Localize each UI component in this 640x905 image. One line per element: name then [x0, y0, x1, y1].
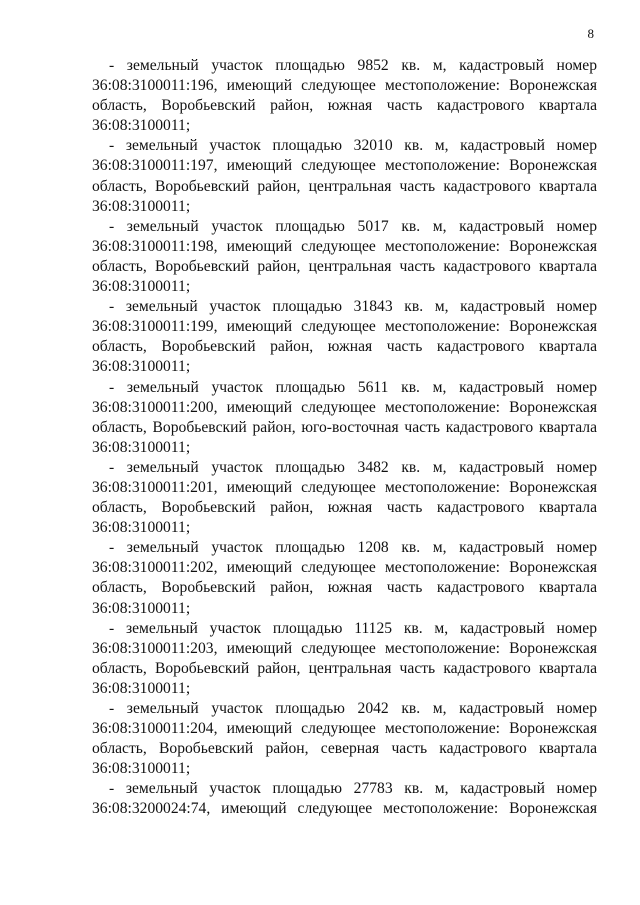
entry-line: область, Воробьевский район, южная часть кадастрового квартала [92, 579, 597, 597]
land-plot-entry [92, 779, 597, 819]
entry-line: область, Воробьевский район, центральная часть кадастрового квартала [92, 659, 597, 677]
entry-line: - земельный участок площадью 2042 кв. м, кадастровый номер [109, 700, 597, 717]
document-body [92, 56, 597, 820]
entry-line: область, Воробьевский район, южная часть кадастрового квартала [92, 97, 597, 115]
land-plot-entry [92, 217, 597, 297]
entry-line: - земельный участок площадью 1208 кв. м, кадастровый номер [109, 539, 597, 557]
land-plot-entry [92, 458, 597, 538]
land-plot-entry [92, 699, 597, 779]
entry-line: 36:08:3100011:204, имеющий следующее местоположение: Воронежская [92, 720, 597, 738]
entry-line: - земельный участок площадью 31843 кв. м, кадастровый номер [109, 298, 597, 316]
entry-line: 36:08:3100011; [92, 278, 191, 296]
entry-line: 36:08:3100011:203, имеющий следующее местоположение: Воронежская [92, 639, 597, 657]
entry-line: - земельный участок площадью 27783 кв. м, кадастровый номер [109, 780, 597, 798]
entry-line: 36:08:3100011; [92, 197, 191, 215]
entry-line: - земельный участок площадью 5017 кв. м, кадастровый номер [109, 217, 597, 235]
entry-line: 36:08:3100011:198, имеющий следующее местоположение: Воронежская [92, 237, 597, 255]
entry-line: 36:08:3100011; [92, 519, 191, 537]
entry-line: 36:08:3100011; [92, 760, 191, 778]
entry-line: область, Воробьевский район, южная часть кадастрового квартала [92, 499, 597, 517]
page-number: 8 [587, 26, 594, 41]
entry-line: 36:08:3100011; [92, 117, 191, 135]
entry-line: - земельный участок площадью 5611 кв. м, кадастровый номер [109, 378, 597, 396]
entry-line: 36:08:3100011:196, имеющий следующее местоположение: Воронежская [92, 77, 597, 95]
land-plot-entry [92, 56, 597, 136]
land-plot-entry [92, 136, 597, 216]
entry-line: - земельный участок площадью 3482 кв. м, кадастровый номер [109, 458, 597, 476]
entry-line: область, Воробьевский район, центральная часть кадастрового квартала [92, 177, 597, 195]
entry-line: 36:08:3200024:74, имеющий следующее местоположение: Воронежская [92, 800, 597, 818]
entry-line: - земельный участок площадью 9852 кв. м, кадастровый номер [109, 57, 597, 74]
entry-line: область, Воробьевский район, южная часть кадастрового квартала [92, 338, 597, 356]
entry-line: 36:08:3100011:199, имеющий следующее местоположение: Воронежская [92, 318, 597, 336]
land-plot-entry [92, 538, 597, 618]
entry-line: 36:08:3100011; [92, 438, 191, 456]
entry-line: 36:08:3100011:202, имеющий следующее местоположение: Воронежская [92, 559, 597, 577]
entry-line: область, Воробьевский район, юго-восточная часть кадастрового квартала [92, 418, 597, 436]
land-plot-entry [92, 378, 597, 458]
entry-line: область, Воробьевский район, северная часть кадастрового квартала [92, 740, 597, 758]
entry-line: - земельный участок площадью 11125 кв. м, кадастровый номер [109, 619, 597, 637]
land-plot-entry [92, 297, 597, 377]
entry-line: - земельный участок площадью 32010 кв. м, кадастровый номер [109, 137, 597, 155]
entry-line: 36:08:3100011; [92, 679, 191, 697]
entry-line: 36:08:3100011:197, имеющий следующее местоположение: Воронежская [92, 157, 597, 175]
entry-line: 36:08:3100011:201, имеющий следующее местоположение: Воронежская [92, 478, 597, 496]
entry-line: 36:08:3100011:200, имеющий следующее местоположение: Воронежская [92, 398, 597, 416]
entry-line: 36:08:3100011; [92, 599, 191, 617]
land-plot-entry [92, 619, 597, 699]
entry-line: область, Воробьевский район, центральная часть кадастрового квартала [92, 257, 597, 275]
entry-line: 36:08:3100011; [92, 358, 191, 376]
